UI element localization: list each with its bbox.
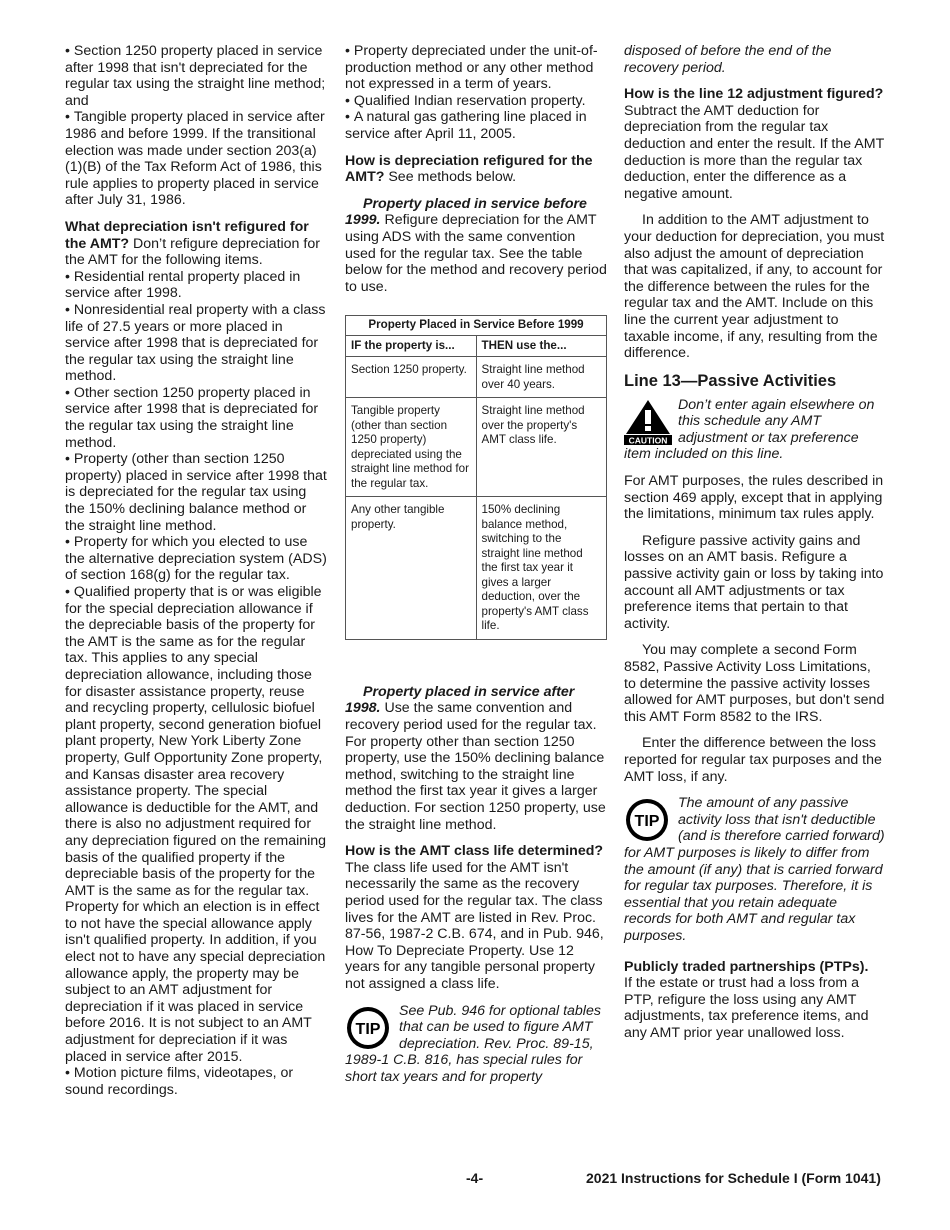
paragraph-8582: You may complete a second Form 8582, Passive Activity Loss Limitations, to determine the passive activity losses allowed for AMT purposes, but don't send this AMT Form 8582 to the IRS. [624,642,885,725]
continued-text: disposed of before the end of the recovery period. [624,43,832,76]
paragraph-refigure: Refigure passive activity gains and losses on an AMT basis. Refigure a passive activity gain or loss by taking into account all AMT adjustments or tax preference items that pertain to that activity. [624,532,884,632]
paragraph-text: Refigure depreciation for the AMT using ADS with the same convention used for the regular tax. See the table below for the method and recovery period to use. [345,212,607,295]
column-1 [65,43,327,1098]
bullet-item: • Qualified property that is or was eligible for the special depreciation allowance if the depreciable basis of the property for the AMT is the same as for the regular tax. This applies to any special depreciation allowance, including those for disaster assistance property, reuse and recycling property, cellulosic biofuel plant property, second generation biofuel plant property, New York Liberty Zone property, Gulf Opportunity Zone property, and Kansas disaster area recovery assistance property. The special allowance is deductible for the AMT, and there is also no adjustment required for any depreciation figured on the remaining basis of the qualified property if the depreciable basis of the property for the AMT is the same as for the regular tax. Property for which an election is in effect to not have the special allowance apply isn't qualified property. In addition, if you elect not to have any special depreciation allowance apply, the property may be subject to an AMT adjustment for depreciation if it was placed in service before 2016. It is not subject to an AMT adjustment for depreciation if it was placed in service after 2015. [65,584,327,1065]
paragraph-class-life [345,843,607,992]
caution-note [624,397,886,463]
paragraph-469: For AMT purposes, the rules described in section 469 apply, except that in applying the limitations, minimum tax rules apply. [624,473,884,523]
table-cell: Section 1250 property. [346,357,477,398]
caution-icon [624,399,672,445]
tip-note [624,795,886,944]
paragraph-line12 [624,86,886,202]
bullet-item: • A natural gas gathering line placed in service after April 11, 2005. [345,109,607,142]
paragraph-text: Subtract the AMT deduction for depreciation from the regular tax deduction and enter the result. If the AMT deduction is more than the regular tax deduction, enter the difference as a negative amount. [624,102,885,202]
heading-inline: Property placed in service after 1998. [345,683,575,717]
bullet-item: • Property depreciated under the unit-of-production method or any other method not expressed in a term of years. [345,43,607,93]
ptp-heading [624,959,886,976]
heading-inline: Property placed in service before 1999. [345,195,587,229]
bullet-item: • Section 1250 property placed in service after 1998 that isn't depreciated for the regular tax using the straight line method; and [65,43,327,109]
table-row [346,497,607,640]
paragraph-text: Don’t refigure depreciation for the AMT for the following items. [65,235,320,269]
paragraph-text: The class life used for the AMT isn't necessarily the same as the recovery period used for the regular tax. The class lives for the AMT are listed in Rev. Proc. 87-56, 1987-2 C.B. 674, and in Pub. 946, How To Depreciate Property. Use 12 years for any tangible personal property not assigned a class life. [345,859,604,992]
tip-text: The amount of any passive activity loss that isn't deductible (and is therefore carried forward) for AMT purposes is likely to differ from the amount (if any) that is carried forward for regular tax purposes. Therefore, it is essential that you retain adequate records for both AMT and regular tax purposes. [624,795,885,944]
column-3 [624,43,886,1041]
tip-icon [345,1005,393,1051]
depreciation-method-table [345,315,607,640]
table-cell: Any other tangible property. [346,497,477,640]
column-2 [345,43,607,1085]
section-heading-line13: Line 13—Passive Activities [624,371,837,390]
tip-icon-label: TIP [355,1020,381,1038]
table-cell: Tangible property (other than section 1250 property) depreciated using the straight line method for the regular tax. [346,398,477,497]
bullet-item: • Nonresidential real property with a class life of 27.5 years or more placed in service after 1998 that is depreciated for the regular tax using the straight line method. [65,302,327,385]
table-row [346,357,607,398]
paragraph-after-1998 [345,684,607,833]
paragraph-text: See methods below. [384,169,517,186]
caution-icon-label: CAUTION [628,435,668,445]
table-cell: Straight line method over the property's AMT class life. [476,398,607,497]
heading-inline: What depreciation isn't refigured for the AMT? [65,218,309,252]
paragraph-how-refigured [345,153,607,186]
table-header-if: IF the property is... [346,335,477,357]
paragraph-what-isnt-refigured [65,219,327,269]
bullet-item: • Property (other than section 1250 property) placed in service after 1998 that is depreciated for the regular tax using the 150% declining balance method or the straight line method. [65,451,327,534]
bullet-item: • Property for which you elected to use the alternative depreciation system (ADS) of section 168(g) for the regular tax. [65,534,327,584]
table-row [346,398,607,497]
heading-inline: How is depreciation refigured for the AMT? [345,152,593,186]
heading-inline: How is the line 12 adjustment figured? [624,86,884,103]
page-number: -4- [466,1170,484,1186]
bullet-item: • Tangible property placed in service after 1986 and before 1999. If the transitional election was made under section 203(a)(1)(B) of the Tax Reform Act of 1986, this rule applies to property placed in service after July 31, 1986. [65,109,327,209]
paragraph-text: Use the same convention and recovery period used for the regular tax. For property other than section 1250 property, use the 150% declining balance method, switching to the straight line method the first tax year it gives a larger deduction. For section 1250 property, use the straight line method. [345,700,606,833]
heading-inline: How is the AMT class life determined? [345,843,604,860]
tip-note [345,1003,607,1086]
tip-text: See Pub. 946 for optional tables that can be used to figure AMT depreciation. Rev. Proc. 89-15, 1989-1 C.B. 816, has special rules for short tax years and for property [345,1002,601,1085]
bullet-item: • Qualified Indian reservation property. [345,93,607,110]
caution-text: Don’t enter again elsewhere on this schedule any AMT adjustment or tax preference item included on this line. [624,396,875,463]
table-header-then: THEN use the... [476,335,607,357]
document-title: 2021 Instructions for Schedule I (Form 1041) [586,1170,881,1186]
tip-icon-label: TIP [634,813,660,831]
paragraph-before-1999 [345,196,607,296]
tip-icon [624,797,672,843]
table-caption: Property Placed in Service Before 1999 [346,316,607,336]
paragraph-enter-difference: Enter the difference between the loss reported for regular tax purposes and the AMT loss, if any. [624,735,882,785]
heading-inline: Publicly traded partnerships (PTPs). [624,958,869,975]
table-cell: 150% declining balance method, switching to the straight line method the first tax year it gives a larger deduction, over the property's AMT class life. [476,497,607,640]
table-cell: Straight line method over 40 years. [476,357,607,398]
paragraph-ptp: If the estate or trust had a loss from a PTP, refigure the loss using any AMT adjustments, tax preference items, and any AMT prior year unallowed loss. [624,975,869,1041]
bullet-item: • Motion picture films, videotapes, or sound recordings. [65,1065,327,1098]
bullet-item: • Residential rental property placed in service after 1998. [65,269,327,302]
bullet-item: • Other section 1250 property placed in service after 1998 that is depreciated for the regular tax using the straight line method. [65,385,327,451]
paragraph-addition: In addition to the AMT adjustment to your deduction for depreciation, you must also adjust the amount of depreciation that was capitalized, if any, to account for the difference between the rules for the regular tax and the AMT. Include on this line the current year adjustment to taxable income, if any, resulting from the difference. [624,212,885,362]
